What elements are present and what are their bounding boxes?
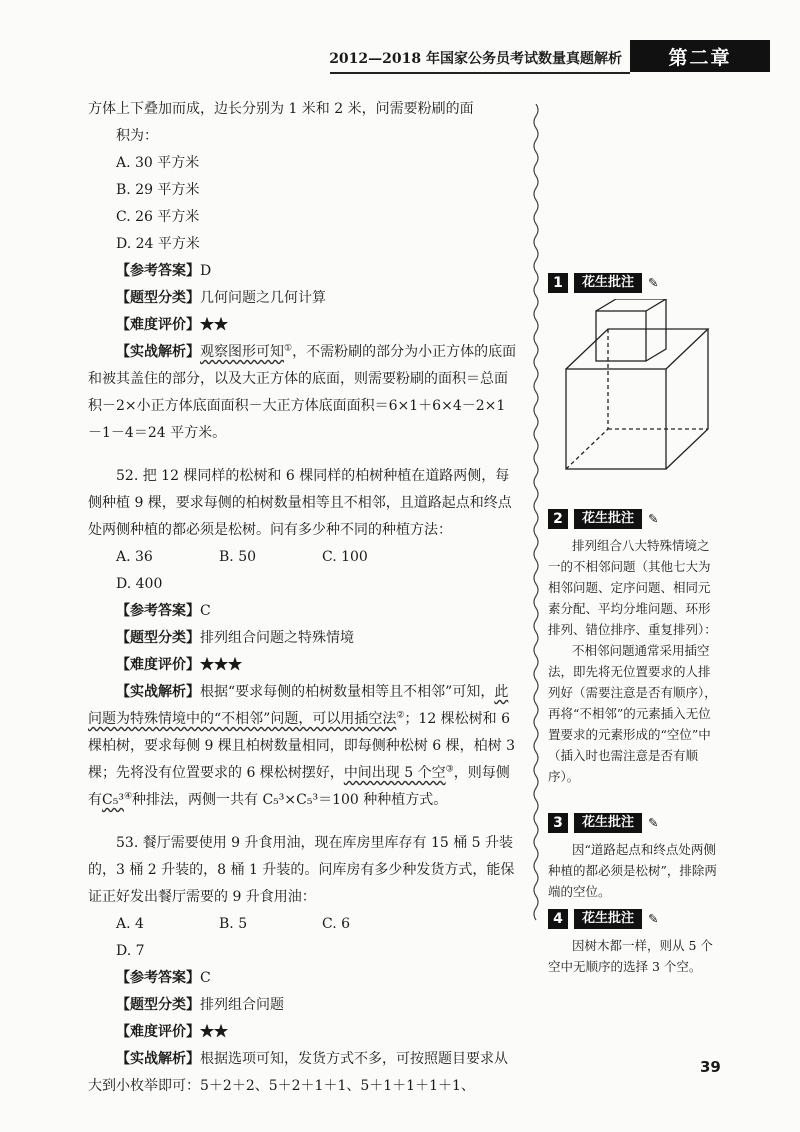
note-1	[548, 272, 718, 485]
q51-answer: 【参考答案】D	[116, 263, 212, 279]
note-4-text: 因树木都一样，则从 5 个空中无顺序的选择 3 个空。	[548, 938, 713, 974]
q51-stem-line1: 方体上下叠加而成，边长分别为 1 米和 2 米，问需要粉刷的面	[88, 101, 474, 117]
q52-options	[88, 544, 518, 598]
q51-option-b: B. 29 平方米	[116, 182, 200, 198]
peanut-icon: ✎	[648, 911, 659, 926]
q52-option-d: D. 400	[116, 576, 163, 592]
note-4-title: 花生批注	[574, 909, 642, 929]
q52-option-a: A. 36	[116, 549, 153, 565]
q53-difficulty: 【难度评价】★★	[116, 1024, 228, 1040]
q53-option-c: C. 6	[322, 916, 351, 932]
q51-option-c: C. 26 平方米	[116, 209, 200, 225]
header-rule	[330, 72, 630, 74]
q52-answer: 【参考答案】C	[116, 603, 211, 619]
chapter-label: 第二章	[630, 40, 770, 72]
page-header	[330, 40, 770, 74]
q53-analysis: 【实战解析】根据选项可知，发货方式不多，可按照题目要求从大到小枚举即可：5＋2＋2、5＋2＋1＋1、5＋1＋1＋1＋1、	[88, 1051, 508, 1094]
q53-option-b: B. 5	[219, 916, 248, 932]
note-3-title: 花生批注	[574, 813, 642, 833]
q51-options	[88, 150, 518, 258]
q53-answer: 【参考答案】C	[116, 970, 211, 986]
q53-option-a: A. 4	[116, 916, 144, 932]
peanut-icon: ✎	[648, 275, 659, 290]
q52-analysis: 【实战解析】根据“要求每侧的柏树数量相等且不相邻”可知，此问题为特殊情境中的“不相邻”问题，可以用插空法②；12 棵松树和 6 棵柏树，要求每侧 9 棵且柏树数量相同，即每侧种松树 6 棵，柏树 3 棵；先将没有位置要求的 6 棵松树摆好，中间出现 5 个空③，则每侧有C₅³④种排法，两侧一共有 C₅³×C₅³＝100 种种植方式。	[88, 684, 515, 808]
q53-stem: 53. 餐厅需要使用 9 升食用油，现在库房里库存有 15 桶 5 升装的，3 桶 2 升装的，8 桶 1 升装的。问库房有多少种发货方式，能保证正好发出餐厅需要的 9 升食用油：	[88, 835, 515, 905]
q52-option-c: C. 100	[322, 549, 368, 565]
peanut-icon: ✎	[648, 815, 659, 830]
note-1-title: 花生批注	[574, 273, 642, 293]
note-2-number: 2	[548, 509, 568, 529]
q53-type: 【题型分类】排列组合问题	[116, 997, 284, 1013]
main-column	[88, 96, 518, 1100]
note-2-text: 排列组合八大特殊情境之一的不相邻问题（其他七大为相邻问题、定序问题、相同元素分配、平均分堆问题、环形排列、错位排序、重复排列）：	[548, 538, 717, 637]
q51-analysis: 【实战解析】观察图形可知①，不需粉刷的部分为小正方体的底面和被其盖住的部分，以及大正方体的底面，则需要粉刷的面积＝总面积－2×小正方体底面面积－大正方体底面面积＝6×1＋6×4－2×1－1－4＝24 平方米。	[88, 343, 517, 441]
note-2-title: 花生批注	[574, 509, 642, 529]
note-3-number: 3	[548, 813, 568, 833]
header-title: 2012—2018 年国家公务员考试数量真题解析	[329, 51, 622, 67]
cube-figure	[548, 299, 718, 479]
q52-difficulty: 【难度评价】★★★	[116, 657, 242, 673]
q51-difficulty: 【难度评价】★★	[116, 317, 228, 333]
q53-option-d: D. 7	[116, 943, 145, 959]
note-4	[548, 908, 718, 977]
q53-options	[88, 911, 518, 965]
note-4-number: 4	[548, 909, 568, 929]
q52-stem: 52. 把 12 棵同样的松树和 6 棵同样的柏树种植在道路两侧，每侧种植 9 棵，要求每侧的柏树数量相等且不相邻，且道路起点和终点处两侧种植的都必须是松树。问有多少种不同的种植方法：	[88, 468, 512, 538]
q51-type: 【题型分类】几何问题之几何计算	[116, 290, 326, 306]
q52-type: 【题型分类】排列组合问题之特殊情境	[116, 630, 354, 646]
q51-option-d: D. 24 平方米	[116, 236, 200, 252]
note-3	[548, 812, 718, 902]
q52-option-b: B. 50	[219, 549, 257, 565]
note-2-text-2: 不相邻问题通常采用插空法，即先将无位置要求的人排列好（需要注意是否有顺序），再将“不相邻”的元素插入无位置要求的元素形成的“空位”中（插入时也需注意是否有顺序）。	[548, 643, 717, 784]
q51-stem-line2: 积为：	[116, 128, 158, 144]
note-2	[548, 508, 718, 787]
q51-option-a: A. 30 平方米	[116, 155, 200, 171]
note-1-number: 1	[548, 273, 568, 293]
note-3-text: 因“道路起点和终点处两侧种植的都必须是松树”，排除两端的空位。	[548, 842, 717, 899]
peanut-icon: ✎	[648, 511, 659, 526]
wavy-divider	[531, 104, 541, 1034]
page-number: 39	[700, 1058, 721, 1076]
